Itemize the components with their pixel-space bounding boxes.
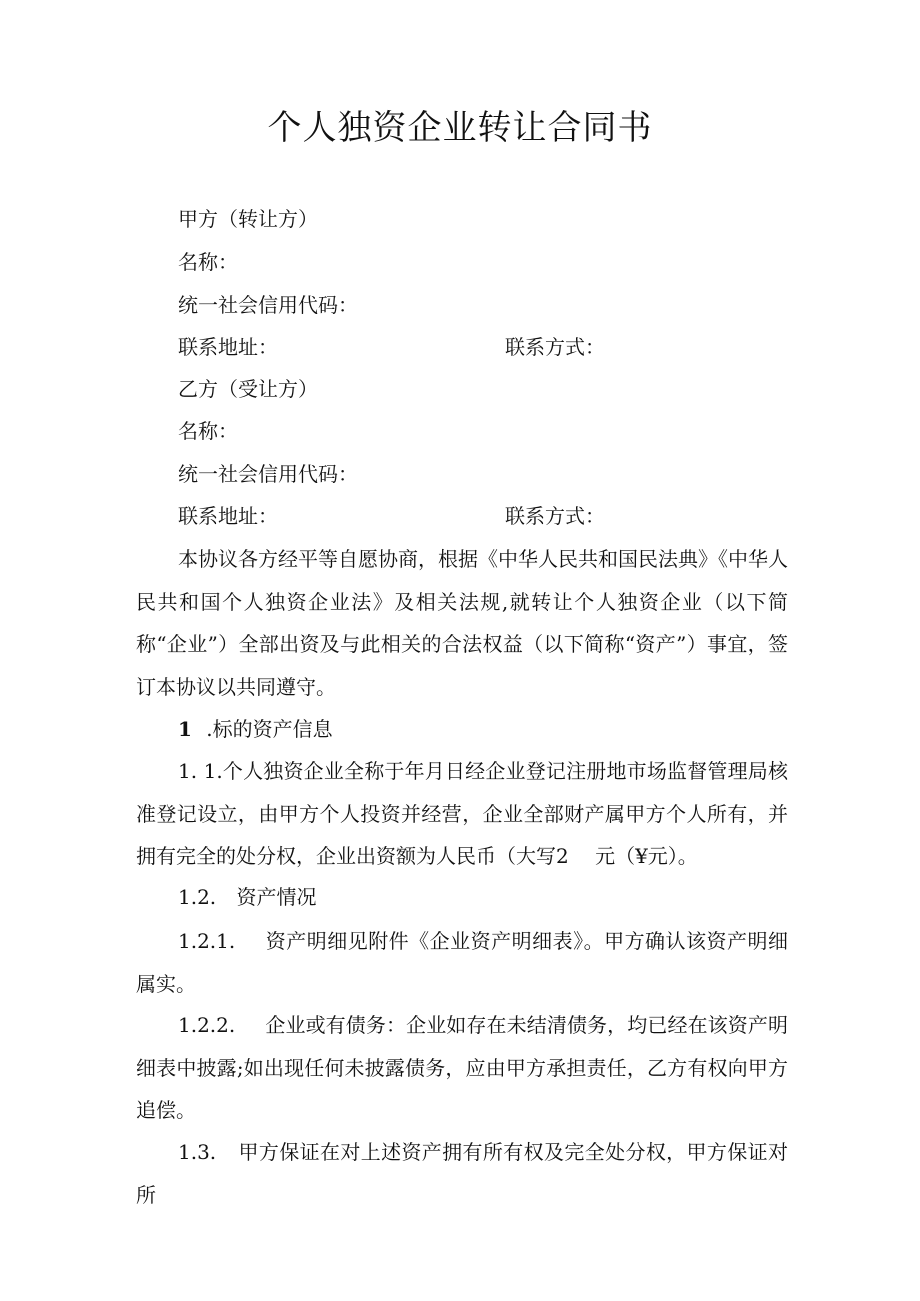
clause-1-2-text: 资产情况 xyxy=(236,885,317,909)
section-1-number: 1 xyxy=(178,717,192,741)
party-b-address-label: 联系地址： xyxy=(178,504,278,528)
document-title: 个人独资企业转让合同书 xyxy=(267,108,653,148)
section-1-title: .标的资产信息 xyxy=(206,717,333,741)
section-1-heading xyxy=(178,708,333,750)
clause-1-2-2-text: 企业或有债务：企业如存在未结清债务，均已经在该资产明细表中披露;如出现任何未披露债务，应由甲方承担责任，乙方有权向甲方追偿。 xyxy=(136,1013,788,1122)
clause-1-2-2 xyxy=(136,1004,788,1132)
party-a-contact-row xyxy=(178,326,605,368)
clause-1-3-text: 甲方保证在对上述资产拥有所有权及完全处分权，甲方保证对所 xyxy=(136,1140,788,1207)
clause-1-2-1-number: 1.2.1. xyxy=(178,929,236,953)
clause-1-2-1 xyxy=(136,920,788,1005)
party-b-credit-code-label: 统一社会信用代码： xyxy=(178,462,358,486)
clause-1-2-2-number: 1.2.2. xyxy=(178,1013,236,1037)
party-a-name-label: 名称： xyxy=(178,250,238,274)
party-a-address-label: 联系地址： xyxy=(178,335,278,359)
clause-1-2-number: 1.2. xyxy=(178,885,217,909)
party-a-contact-label: 联系方式： xyxy=(505,335,605,359)
clause-1-1: 1. 1.个人独资企业全称于年月日经企业登记注册地市场监督管理局核准登记设立，由甲方个人投资并经营，企业全部财产属甲方个人所有，并拥有完全的处分权，企业出资额为人民币（大写2 元（¥元）。 xyxy=(136,759,788,868)
party-b-name-label: 名称： xyxy=(178,419,238,443)
party-b-contact-row xyxy=(178,495,605,537)
party-a-heading: 甲方（转让方） xyxy=(178,207,318,231)
party-a-credit-code-label: 统一社会信用代码： xyxy=(178,293,358,317)
party-b-heading: 乙方（受让方） xyxy=(178,377,318,401)
clause-1-3-number: 1.3. xyxy=(178,1140,217,1164)
preamble-paragraph: 本协议各方经平等自愿协商，根据《中华人民共和国民法典》《中华人民共和国个人独资企业法》及相关法规,就转让个人独资企业（以下简称“企业”）全部出资及与此相关的合法权益（以下简称“资产”）事宜，签订本协议以共同遵守。 xyxy=(136,547,788,699)
clause-1-3 xyxy=(136,1131,788,1216)
clause-1-2-1-text: 资产明细见附件《企业资产明细表》。甲方确认该资产明细属实。 xyxy=(136,929,788,996)
party-b-contact-label: 联系方式： xyxy=(505,504,605,528)
clause-1-2-heading xyxy=(178,876,317,918)
